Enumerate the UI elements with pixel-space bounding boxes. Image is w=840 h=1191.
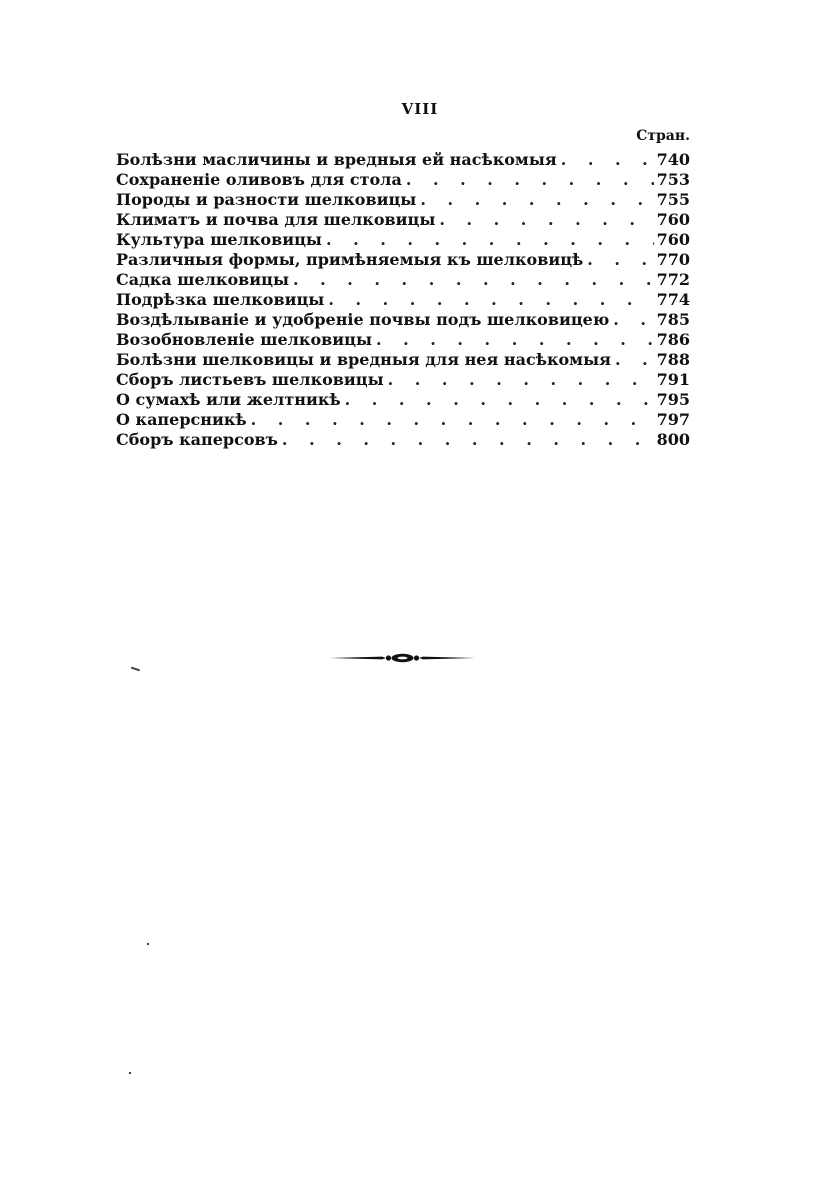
toc-dot-leader [420,190,654,210]
toc-dot-leader [328,290,654,310]
toc-entry-page: 770 [656,250,690,269]
toc-dot-leader [282,430,654,450]
toc-entry [116,370,690,390]
toc-entry-page: 786 [656,330,690,349]
toc-entry [116,350,690,370]
toc-dot-leader [613,310,654,330]
toc-dot-leader [388,370,654,390]
toc-entry-title: Воздѣлываніе и удобреніе почвы подъ шелковицею [116,310,613,330]
toc-entry-page: 800 [656,430,690,449]
page-column-header: Стран. [636,128,690,144]
toc-entry-title: Садка шелковицы [116,270,293,290]
ornament-left-taper [330,657,386,660]
toc-entry-page: 760 [656,230,690,249]
ornament-center-highlight [398,657,408,660]
toc-entry-title: О сумахѣ или желтникѣ [116,390,345,410]
toc-dot-leader [345,390,654,410]
toc-dot-leader [293,270,654,290]
toc-dot-leader [251,410,654,430]
toc-entry-title: Подрѣзка шелковицы [116,290,328,310]
toc-entry [116,150,690,170]
toc-entry-title: Породы и разности шелковицы [116,190,420,210]
toc-entry-title: Возобновленіе шелковицы [116,330,376,350]
toc-entry [116,290,690,310]
toc-entry-title: Сборъ листьевъ шелковицы [116,370,388,390]
toc-entry-title: Культура шелковицы [116,230,326,250]
stray-dot-mark [147,943,149,945]
toc-entry-page: 795 [656,390,690,409]
toc-entry-page: 740 [656,150,690,169]
toc-entry-title: Сборъ каперсовъ [116,430,282,450]
ornament-right-bead [414,655,419,660]
toc-entry-title: Сохраненіе оливовъ для стола [116,170,406,190]
toc-entry-page: 788 [656,350,690,369]
ornamental-rule [330,652,475,664]
toc-entry-page: 791 [656,370,690,389]
toc-dot-leader [561,150,654,170]
toc-entry-page: 774 [656,290,690,309]
toc-entry-title: О каперсникѣ [116,410,251,430]
toc-entry [116,270,690,290]
toc-entry-page: 772 [656,270,690,289]
toc-entry [116,410,690,430]
toc-entry [116,390,690,410]
toc-entry [116,430,690,450]
toc-entry [116,250,690,270]
table-of-contents [116,150,690,450]
stray-dot-mark [129,1072,131,1074]
toc-entry-title: Болѣзни шелковицы и вредныя для нея насѣкомыя [116,350,615,370]
toc-entry-title: Различныя формы, примѣняемыя къ шелковицѣ [116,250,587,270]
toc-entry [116,210,690,230]
toc-entry-page: 797 [656,410,690,429]
ornament-right-taper [419,657,475,660]
toc-entry-page: 753 [656,170,690,189]
toc-entry-title: Болѣзни масличины и вредныя ей насѣкомыя [116,150,561,170]
toc-entry-page: 755 [656,190,690,209]
toc-entry-title: Климатъ и почва для шелковицы [116,210,439,230]
toc-dot-leader [376,330,654,350]
toc-entry-page: 760 [656,210,690,229]
toc-dot-leader [587,250,654,270]
page-number: VIII [401,100,439,118]
toc-entry [116,330,690,350]
toc-entry [116,310,690,330]
stray-dash-mark [131,667,140,671]
toc-dot-leader [326,230,654,250]
toc-entry-page: 785 [656,310,690,329]
toc-dot-leader [615,350,654,370]
toc-entry [116,170,690,190]
toc-dot-leader [439,210,654,230]
toc-dot-leader [406,170,654,190]
toc-entry [116,230,690,250]
ornament-left-bead [386,655,391,660]
toc-entry [116,190,690,210]
